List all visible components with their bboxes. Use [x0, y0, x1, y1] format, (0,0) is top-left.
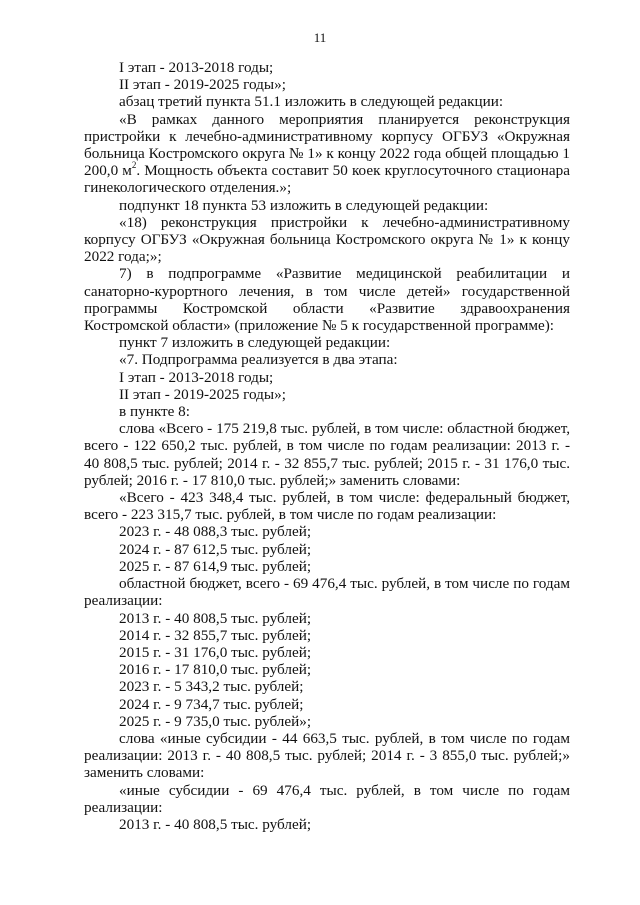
funding-year-line: 2024 г. - 9 734,7 тыс. рублей;: [119, 695, 304, 713]
funding-year-line: 2023 г. - 5 343,2 тыс. рублей;: [119, 678, 304, 696]
text-line: «7. Подпрограмма реализуется в два этапа:: [119, 351, 398, 369]
paragraph: слова «иные субсидии - 44 663,5 тыс. рублей, в том числе по годам реализации: 2013 г. - 40 808,5 тыс. рублей; 2014 г. - 3 855,0 тыс. рублей;» заменить словами:: [84, 729, 570, 782]
document-body: [84, 59, 570, 833]
stage-line: II этап - 2019-2025 годы»;: [119, 385, 286, 403]
paragraph: 7) в подпрограмме «Развитие медицинской реабилитации и санаторно-курортного лечения, в том числе детей» государственной программы Костромской области «Развитие здравоохранения Костромской области» (приложение № 5 к государственной программе):: [84, 265, 570, 335]
superscript: 2: [131, 160, 137, 171]
funding-year-line: 2025 г. - 9 735,0 тыс. рублей»;: [119, 712, 312, 730]
stage-line: II этап - 2019-2025 годы»;: [119, 76, 286, 94]
stage-line: I этап - 2013-2018 годы;: [119, 368, 274, 386]
instruction-line: пункт 7 изложить в следующей редакции:: [119, 334, 391, 352]
stage-line: I этап - 2013-2018 годы;: [119, 59, 274, 76]
funding-year-line: 2014 г. - 32 855,7 тыс. рублей;: [119, 626, 312, 644]
paragraph: «18) реконструкция пристройки к лечебно-административному корпусу ОГБУЗ «Окружная больница Костромского округа № 1» к концу 2022 года;»;: [84, 213, 570, 266]
paragraph: «иные субсидии - 69 476,4 тыс. рублей, в том числе по годам реализации:: [84, 781, 570, 816]
funding-year-line: 2013 г. - 40 808,5 тыс. рублей;: [119, 609, 312, 627]
paragraph: слова «Всего - 175 219,8 тыс. рублей, в том числе: областной бюджет, всего - 122 650,2 тыс. рублей, в том числе по годам реализации: 2013 г. - 40 808,5 тыс. рублей; 2014 г. - 32 855,7 тыс. рублей; 2015 г. - 31 176,0 тыс. рублей; 2016 г. - 17 810,0 тыс. рублей;» заменить словами:: [84, 420, 570, 489]
instruction-line: абзац третий пункта 51.1 изложить в следующей редакции:: [119, 93, 504, 111]
instruction-line: в пункте 8:: [119, 403, 190, 421]
paragraph: областной бюджет, всего - 69 476,4 тыс. рублей, в том числе по годам реализации:: [84, 575, 570, 610]
paragraph-text: . Мощность объекта составит 50 коек круглосуточного стационара гинекологического отделения.»;: [84, 162, 570, 197]
funding-year-line: 2025 г. - 87 614,9 тыс. рублей;: [119, 557, 312, 575]
funding-year-line: 2023 г. - 48 088,3 тыс. рублей;: [119, 523, 312, 541]
funding-year-line: 2013 г. - 40 808,5 тыс. рублей;: [119, 815, 312, 833]
funding-year-line: 2016 г. - 17 810,0 тыс. рублей;: [119, 661, 312, 679]
paragraph: «Всего - 423 348,4 тыс. рублей, в том числе: федеральный бюджет, всего - 223 315,7 тыс. рублей, в том числе по годам реализации:: [84, 489, 570, 524]
funding-year-line: 2024 г. - 87 612,5 тыс. рублей;: [119, 540, 312, 558]
paragraph-reconstruction-area: [84, 111, 570, 197]
instruction-line: подпункт 18 пункта 53 изложить в следующей редакции:: [119, 196, 489, 214]
page-number: 11: [313, 30, 327, 45]
paragraph-text: «В рамках данного мероприятия планируется реконструкция пристройки к лечебно-административному корпусу ОГБУЗ «Окружная больница Костромского округа № 1» к концу 2022 года общей площадью 1 200,0 м: [84, 110, 570, 180]
funding-year-line: 2015 г. - 31 176,0 тыс. рублей;: [119, 643, 312, 661]
